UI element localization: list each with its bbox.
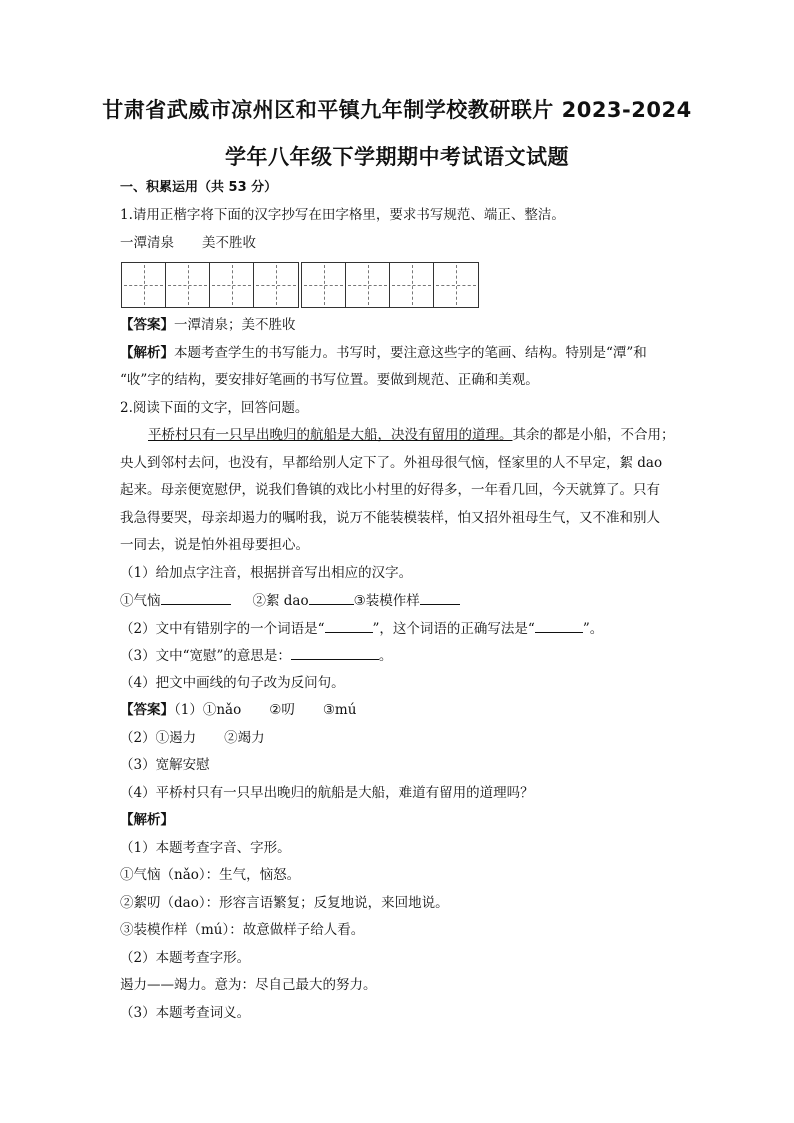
- q2-sub1-items: [120, 590, 460, 611]
- passage-line-5: 一同去，说是怕外祖母要担心。: [120, 537, 309, 553]
- q2-answer-4: （4）平桥村只有一只早出晚归的航船是大船，难道有留用的道理吗？: [120, 785, 534, 801]
- blank-b[interactable]: [309, 590, 354, 605]
- q2-analysis-1b: ②絮叨（dao）：形容言语繁复；反复地说，来回地说。: [120, 895, 449, 911]
- answer2-a: （2）①遏力: [120, 730, 197, 746]
- sub1-item-b: ②絮 dao: [252, 593, 309, 609]
- q1-phrase1: 一潭清泉: [120, 235, 174, 251]
- q1-analysis-text-1: 本题考查学生的书写能力。书写时，要注意这些字的笔画、结构。特别是“潭”和: [174, 345, 647, 361]
- q2-sub4: （4）把文中画线的句子改为反问句。: [120, 675, 345, 691]
- q1-prompt: 1.请用正楷字将下面的汉字抄写在田字格里，要求书写规范、端正、整洁。: [120, 207, 565, 223]
- passage-line-3: 起来。母亲便宽慰伊，说我们鲁镇的戏比小村里的好得多，一年看几回，今天就算了。只有: [120, 482, 660, 498]
- q1-analysis-2: “收”字的结构，要安排好笔画的书写位置。要做到规范、正确和美观。: [120, 372, 539, 388]
- answer-label: 【答案】: [120, 317, 174, 333]
- answer1-lead: （1）: [174, 702, 203, 718]
- q2-analysis-1a: ①气恼（nǎo）：生气，恼怒。: [120, 867, 301, 883]
- grid-box-1: [121, 262, 299, 308]
- answer-label: 【答案】: [120, 702, 174, 718]
- q2-answer-1: [120, 700, 356, 720]
- underlined-sentence: 平桥村只有一只早出晚归的航船是大船，决没有留用的道理。: [148, 427, 513, 443]
- answer1-a: ①nǎo: [202, 702, 242, 718]
- q2-analysis-2a: 遏力——竭力。意为：尽自己最大的努力。: [120, 977, 377, 993]
- q1-answer: [120, 315, 296, 335]
- grid-cell[interactable]: [434, 263, 478, 307]
- q2-answer-3: （3）宽解安慰: [120, 757, 210, 773]
- sub2-text-c: ”。: [582, 621, 604, 637]
- q2-analysis-1c: ③装模作样（mú）：故意做样子给人看。: [120, 922, 365, 938]
- sub2-text-a: （2）文中有错别字的一个词语是“: [120, 621, 325, 637]
- q2-analysis-1: （1）本题考查字音、字形。: [120, 840, 291, 856]
- q2-answer-2: [120, 728, 265, 748]
- q2-sub3: [120, 645, 392, 666]
- doc-title-line2: 学年八年级下学期期中考试语文试题: [225, 145, 569, 169]
- grid-cell[interactable]: [390, 263, 434, 307]
- grid-cell[interactable]: [166, 263, 210, 307]
- sub2-text-b: ”，这个词语的正确写法是“: [372, 621, 535, 637]
- sub1-item-a: ①气恼: [120, 593, 161, 609]
- grid-cell[interactable]: [122, 263, 166, 307]
- blank-correct-word[interactable]: [535, 618, 583, 633]
- sub1-item-c: ③装模作样: [353, 593, 420, 609]
- q1-phrases: [120, 233, 256, 253]
- answer1-c: ③mú: [322, 702, 357, 718]
- doc-title-line1: 甘肃省武威市凉州区和平镇九年制学校教研联片 2023-2024: [102, 98, 692, 122]
- passage-line-1-rest: 其余的都是小船，不合用；: [512, 427, 675, 443]
- grid-box-2: [301, 262, 479, 308]
- answer1-b: ②叨: [269, 702, 295, 718]
- blank-wrong-word[interactable]: [325, 618, 373, 633]
- grid-cell[interactable]: [302, 263, 346, 307]
- q2-sub2: [120, 618, 603, 639]
- passage-line-4: 我急得要哭，母亲却遏力的嘱咐我，说万不能装模装样，怕又招外祖母生气，又不准和别人: [120, 510, 660, 526]
- blank-a[interactable]: [161, 590, 231, 605]
- analysis-label: 【解析】: [120, 345, 174, 361]
- blank-meaning[interactable]: [291, 645, 379, 660]
- grid-cell[interactable]: [254, 263, 298, 307]
- q2-analysis-2: （2）本题考查字形。: [120, 950, 251, 966]
- passage-line-1: [148, 425, 675, 445]
- grid-cell[interactable]: [210, 263, 254, 307]
- q1-phrase2: 美不胜收: [202, 235, 256, 251]
- q2-analysis-label: 【解析】: [120, 812, 174, 828]
- section-heading: 一、积累运用（共 53 分）: [120, 180, 278, 195]
- grid-cell[interactable]: [346, 263, 390, 307]
- passage-line-2: 央人到邻村去问，也没有，早都给别人定下了。外祖母很气恼，怪家里的人不早定，絮 dao: [120, 455, 663, 471]
- answer2-b: ②竭力: [224, 730, 265, 746]
- sub3-text-b: 。: [378, 648, 393, 664]
- sub3-text-a: （3）文中“宽慰”的意思是：: [120, 648, 291, 664]
- q1-answer-text: 一潭清泉；美不胜收: [174, 317, 296, 333]
- q2-analysis-3: （3）本题考查词义。: [120, 1005, 251, 1021]
- blank-c[interactable]: [420, 590, 460, 605]
- q2-prompt: 2.阅读下面的文字，回答问题。: [120, 400, 309, 416]
- q1-analysis-1: [120, 343, 647, 363]
- q2-sub1: （1）给加点字注音，根据拼音写出相应的汉字。: [120, 565, 413, 581]
